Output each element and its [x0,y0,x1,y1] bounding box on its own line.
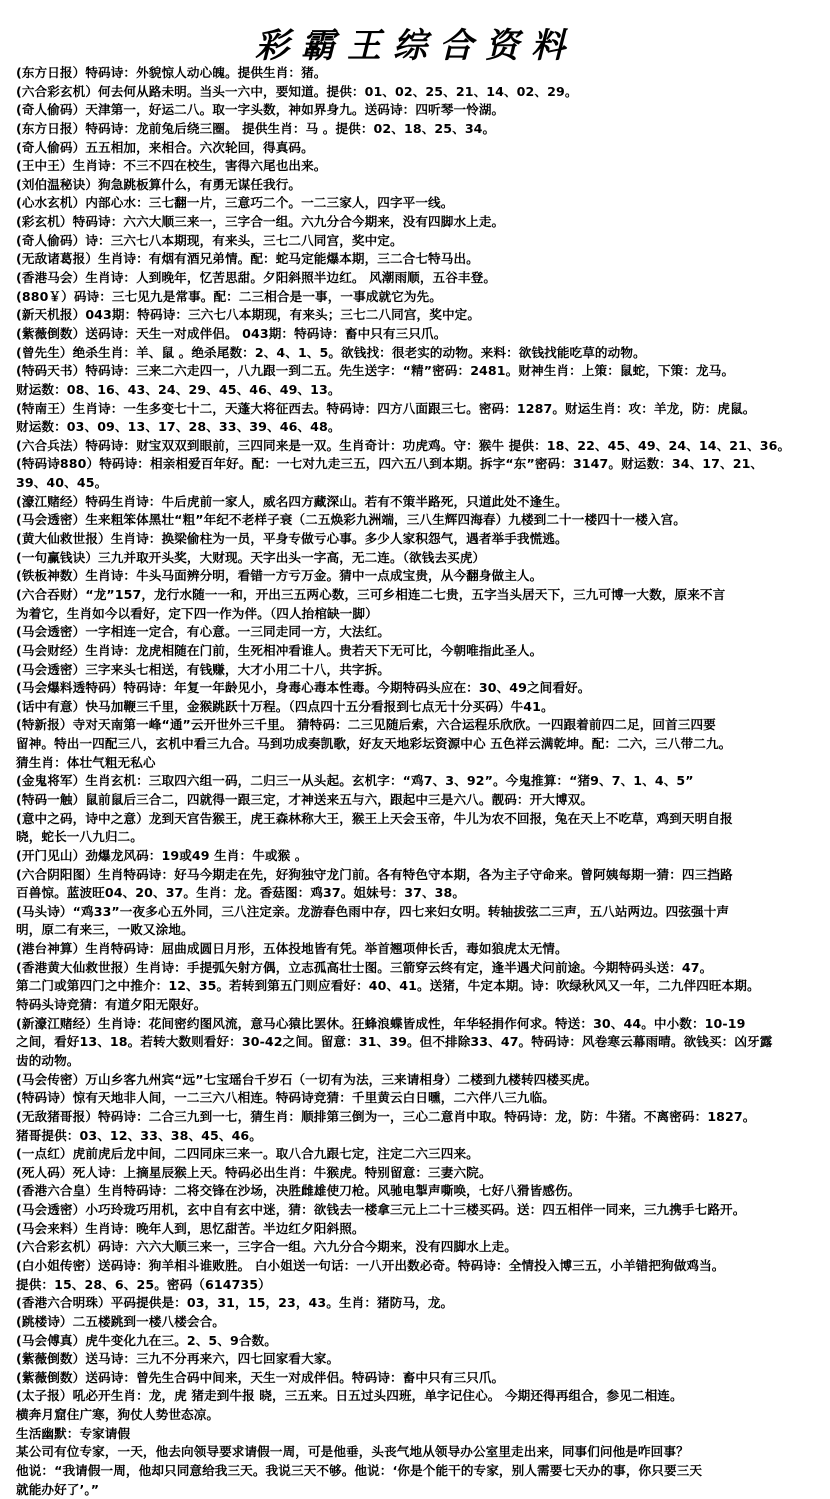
text-line: 财运数：03、09、13、17、28、33、39、46、48。 [16,419,341,435]
text-line: 之间，看好13、18。若转大数则看好：30-42之间。留意：31、39。但不排除33、47。特码诗：风卷寒云幕雨晴。欲钱买：凶牙露 [16,1034,773,1050]
text-line: (特新报）寺对天南第一峰“通”云开世外三千里。 猜特码：二三见随后索，六合运程乐欣欣。一四跟着前四二足，回首三四要 [16,717,716,733]
text-line: (意中之码，诗中之意）龙到天宫告猴王，虎王森林称大王，猴王上天会玉帝，牛儿为农不回报，兔在天上不吃草，鸡到天明自报 [16,810,733,826]
text-line: (香港马会）生肖诗：人到晚年，忆苦思甜。夕阳斜照半边红。 风潮雨顺，五谷丰登。 [16,270,497,286]
text-line: (无敌猪哥报）特码诗：二合三九到一七，猜生肖：顺排第三倒为一，三心二意肖中取。特码诗：龙，防：牛猪。不离密码：1827。 [16,1108,756,1124]
text-line: (特码诗）惊有天地非人间，一二三六八相连。特码诗竞猜：千里黄云白日曛，二六伴八三九临。 [16,1090,555,1106]
text-line: (马会来料）生肖诗：晚年人到，思忆甜苦。半边红夕阳斜照。 [16,1220,365,1236]
text-line: (新天机报）043期：特码诗：三六七八本期现，有来头；三七二八同宫，奖中定。 [16,307,481,323]
text-line: (一句赢钱诀）三九并取开头奖，大财现。天字出头一字高，无二连。（欲钱去买虎） [16,549,486,565]
text-line: (马会透密）小巧玲珑巧用机，玄中自有玄中迷，猜：欲钱去一楼拿三元上二十三楼买码。送：四五相伴一同来，三九携手七路开。 [16,1202,746,1218]
text-line: 为着它，生肖如今以看好，定下四一作为伴。（四人抬棺缺一脚） [16,605,378,621]
text-line: (六合吞财）“龙”157，龙行水随一一和，开出三五两心数，三可乡相连二七贵，五字当头居天下，三九可博一大数，原来不言 [16,586,726,602]
text-line: 特码头诗竞猜：有道夕阳无限好。 [16,997,207,1013]
text-line: (880￥）码诗：三七见九是常事。配：二三相合是一事，一事成就它为先。 [16,288,442,304]
text-line: 晓，蛇长一八九归二。 [16,829,143,845]
text-line: (马会爆料透特码）特码诗：年复一年龄见小，身毒心毒本性毒。今期特码头应在：30、49之间看好。 [16,680,591,696]
text-line: (白小姐传密）送码诗：狗羊相斗谁败胜。 白小姐送一句话：一八开出数必奇。特码诗：全情投入博三五，小羊错把狗做鸡当。 [16,1258,725,1273]
text-line: (马会傅真）虎牛变化九在三。2、5、9合数。 [16,1332,277,1348]
text-line: (香港黄大仙救世报）生肖诗：手提弧矢射方偶，立志孤高壮士图。三箭穿云终有定，逢半遇犬问前途。今期特码头送：47。 [16,959,713,975]
text-line: (香港六合皇）生肖特码诗：二将交锋在沙场，决胜雌雄使刀枪。风驰电掣声嘶唤，七好八猾皆感伤。 [16,1183,581,1199]
text-line: (黄大仙救世报）生肖诗：换梁偷柱为一员，平身专做亏心事。多少人家积怨气，遇者举手我慌逃。 [16,531,568,547]
text-line: (马头诗）“鸡33”一夜多心五外同，三八注定亲。龙游春色雨中存，四七来妇女明。转轴拔弦二三声，五八站两边。四弦强十声 [16,903,730,919]
text-line: (港台神算）生肖特码诗：屈曲成圆日月形，五体投地皆有凭。举首翘项伸长舌，毒如狼虎太无情。 [16,941,568,957]
text-line: (香港六合明珠）平码提供是：03，31，15，23，43。生肖：猪防马，龙。 [16,1295,454,1311]
text-line: (彩玄机）特码诗：六六大顺三来一，三字合一组。六九分合今期来，没有四脚水上走。 [16,214,505,230]
text-line: 生活幽默：专家请假 [16,1425,131,1441]
text-line: (六合彩玄机）何去何从路未明。当头一六中，要知道。提供：01、02、25、21、14、02、29。 [16,83,578,99]
text-line: 提供：15、28、6、25。密码（614735） [16,1276,271,1292]
text-line: 明，原二有来三，一败又涂地。 [16,922,194,938]
text-line: 第二门或第四门之中推介：12、35。若转到第五门则应看好：40、41。送猪，牛定本期。诗：吹绿秋风又一年，二九伴四旺本期。 [16,978,760,994]
text-line: 猜生肖：体壮气粗无私心 [16,754,156,770]
text-line: (王中王）生肖诗：不三不四在校生，害得六尾也出来。 [16,158,327,174]
text-line: (紫薇倒数）送马诗：三九不分再来六，四七回家看大家。 [16,1351,340,1367]
text-line: (跳楼诗）二五楼跳到一楼八楼会合。 [16,1313,225,1329]
text-line: (六合彩玄机）码诗：六六大顺三来一，三字合一组。六九分合今期来，没有四脚水上走。 [16,1239,517,1255]
text-line: (马会透密）三字来头七相送，有钱赚，大才小用二十八，共字拆。 [16,661,390,677]
text-line: (太子报）吼必开生肖：龙，虎 猪走到牛报 晓，三五来。日五过头四班，单字记住心。 今期还得再组合，参见二相连。 [16,1388,683,1404]
text-line: (紫薇倒数）送码诗：曾先生合码中间来，天生一对成伴侣。特码诗：畜中只有三只爪。 [16,1369,505,1385]
text-line: (特码一触）鼠前鼠后三合二，四就得一跟三定，才神送来五与六，跟起中三是六八。靓码：开大博双。 [16,791,594,807]
text-line: 百兽惊。蓝波旺04、20、37。生肖：龙。香菇图：鸡37。姐妹号：37、38。 [16,885,466,901]
text-line: (东方日报）特码诗：龙前兔后绕三圈。 提供生肖：马 。提供：02、18、25、34。 [16,120,496,136]
text-line: (死人码）死人诗：上摘星辰猴上天。特码必出生肖：牛猴虎。特别留意：三妻六院。 [16,1164,492,1180]
text-line: (六合兵法）特码诗：财宝双双到眼前，三四同来是一双。生肖奇计：功虎鸡。守：猴牛 提供：18、22、45、49、24、14、21、36。 [16,437,791,453]
text-line: (特码天书）特码诗：三来二六走四一，八九跟一到二五。先生送字：“精”密码：2481。财神生肖：上策：鼠蛇，下策：龙马。 [16,363,735,379]
text-block [16,64,816,1499]
text-line: (曾先生）绝杀生肖：羊、鼠 。绝杀尾数：2、4、1、5。欲钱找：很老实的动物。来料：欲钱找能吃草的动物。 [16,344,646,360]
text-line: (特码诗880）特码诗：相亲相爱百年好。配：一七对九走三五，四六五八到本期。拆字“东”密码：3147。财运数：34、17、21、 [16,456,764,472]
text-line: 横奔月窟住广寒，狗仗人势世态凉。 [16,1407,220,1423]
text-line: (无敌诸葛报）生肖诗：有烟有酒兄弟情。配：蛇马定能爆本期，三二合七特马出。 [16,251,479,267]
text-line: 猪哥提供：03、12、33、38、45、46。 [16,1127,262,1143]
text-line: (紫薇倒数）送码诗：天生一对成伴侣。 043期：特码诗：畜中只有三只爪。 [16,325,447,341]
text-line: 某公司有位专家，一天，他去向领导要求请假一周，可是他垂，头丧气地从领导办公室里走出来，同事们问他是咋回事？ [16,1444,689,1460]
text-line: (金鬼将军）生肖玄机：三取四六组一码，二归三一从头起。玄机字：“鸡7、3、92”。今鬼推算：“猪9、7、1、4、5” [16,773,694,789]
text-line: 齿的动物。 [16,1052,80,1068]
text-line: (特南王）生肖诗：一生多变七十二，天蓬大将征西去。特码诗：四方八面跟三七。密码：1287。财运生肖：攻：羊龙，防：虎鼠。 [16,400,756,416]
text-line: 就能办好了’。” [16,1481,100,1497]
text-line: 39、40、45。 [16,475,108,491]
page-title: 彩霸王综合资料 [255,26,577,66]
text-line: (新濠江赌经）生肖诗：花间密约图风流，意马心猿比罢休。狂蜂浪蝶皆成性，年华轻捐作何求。特送：30、44。中小数：10-19 [16,1015,746,1031]
text-line: (一点红）虎前虎后龙中间，二四同床三来一。取八合九跟七定，注定二六三四来。 [16,1146,479,1162]
text-line: (奇人偷码）诗：三六七八本期现，有来头，三七二八同宫，奖中定。 [16,232,403,248]
text-line: (马会财经）生肖诗：龙虎相随在门前，生死相冲看谁人。贵若天下无可比，今朝唯指此圣人。 [16,642,543,658]
text-line: (话中有意）快马加鞭三千里，金猴跳跃十万程。（四点四十五分看报到七点无十分买码）牛41。 [16,698,554,714]
text-line: (奇人偷码）五五相加，来相合。六次轮回，得真码。 [16,139,314,155]
text-line: (濠江赌经）特码生肖诗：牛后虎前一家人，威名四方藏深山。若有不策半路死，只道此处不逢生。 [16,493,568,509]
text-line: (六合阴阳图）生肖特码诗：好马今期走在先，好狗独守龙门前。各有特色守本期，各为主子守命来。曾阿姨每期一猜：四三挡路 [16,866,733,882]
text-line: (刘伯温秘诀）狗急跳板算什么，有勇无谋任我行。 [16,176,302,192]
text-line: (铁板神数）生肖诗：牛头马面辨分明，看错一方亏万金。猜中一点成宝贵，从今翻身做主人。 [16,568,543,584]
text-line: (开门见山）劲爆龙风码：19或49 生肖：牛或猴 。 [16,847,308,863]
text-line: (心水玄机）内部心水：三七翻一片，三意巧二个。一二三家人，四字平一线。 [16,195,454,211]
text-line: 留神。特出一四配三八，玄机中看三九合。马到功成奏凯歌，好友天地彩坛资源中心 五色祥云满乾坤。配：二六，三八带二九。 [16,736,732,752]
text-line: 他说：“我请假一周，他却只同意给我三天。我说三天不够。他说：‘你是个能干的专家，别人需要七天办的事，你只要三天 [16,1463,703,1479]
text-line: (马会透密）生来粗笨体黑壮“粗”年纪不老样子衰（二五焕彩九洲端，三八生辉四海春）九楼到二十一楼四十一楼入宫。 [16,512,686,528]
text-line: (奇人偷码）天津第一，好运二八。取一字头数，神如界身九。送码诗：四听琴一怜湖。 [16,102,505,118]
text-line: 财运数：08、16、43、24、29、45、46、49、13。 [16,381,341,397]
text-line: (东方日报）特码诗：外貌惊人动心魄。提供生肖：猪。 [16,65,327,80]
text-line: (马会透密）一字相连一定合，有心意。一三同走同一方，大法红。 [16,624,390,640]
text-line: (马会传密）万山乡客九州宾“远”七宝瑶台千岁石（一切有为法，三来请相身）二楼到九楼转四楼买虎。 [16,1071,598,1087]
